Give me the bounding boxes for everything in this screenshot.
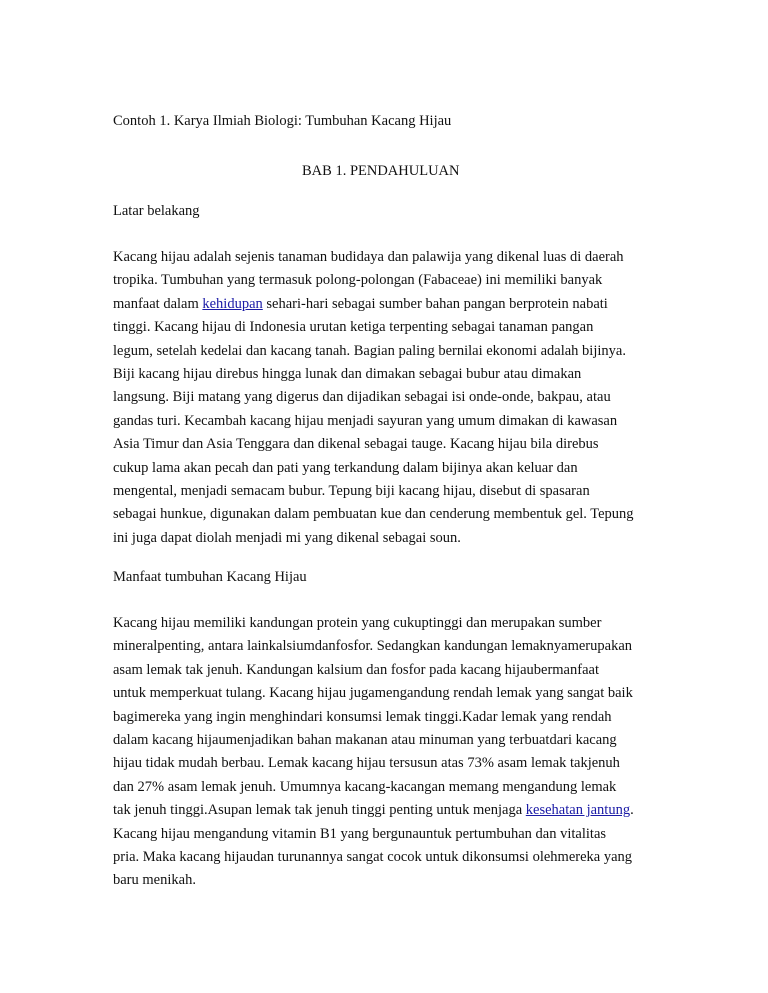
text-line: gandas turi. Kecambah kacang hijau menjadi sayuran yang umum dimakan di kawasan [113, 412, 618, 429]
text-line: pria. Maka kacang hijaudan turunannya sangat cocok untuk dikonsumsi olehmereka yang [113, 848, 633, 865]
text-line [113, 799, 658, 822]
text-line: tinggi. Kacang hijau di Indonesia urutan ketiga terpenting sebagai tanaman pangan [113, 319, 594, 336]
inline-link[interactable]: kesehatan jantung [525, 802, 631, 819]
text-line: Kacang hijau memiliki kandungan protein yang cukuptinggi dan merupakan sumber [113, 615, 602, 631]
text-segment: . [630, 802, 634, 819]
text-line: tropika. Tumbuhan yang termasuk polong-polongan (Fabaceae) ini memiliki banyak [113, 272, 603, 289]
text-line: dalam kacang hijaumenjadikan bahan makanan atau minuman yang terbuatdari kacang [113, 731, 617, 748]
text-line: cukup lama akan pecah dan pati yang terkandung dalam bijinya akan keluar dan [113, 459, 578, 476]
text-line: ini juga dapat diolah menjadi mi yang dikenal sebagai soun. [113, 529, 461, 546]
paragraph-latar-belakang [113, 246, 658, 550]
text-line [113, 293, 658, 316]
text-segment: manfaat dalam [113, 295, 203, 312]
text-line: asam lemak tak jenuh. Kandungan kalsium dan fosfor pada kacang hijaubermanfaat [113, 661, 599, 678]
text-line: Kacang hijau adalah sejenis tanaman budidaya dan palawija yang dikenal luas di daerah [113, 249, 624, 265]
text-line: legum, setelah kedelai dan kacang tanah. Bagian paling bernilai ekonomi adalah bijinya. [113, 342, 626, 359]
text-line: hijau tidak mudah berbau. Lemak kacang hijau tersusun atas 73% asam lemak takjenuh [113, 755, 620, 772]
text-line: Biji kacang hijau direbus hingga lunak dan dimakan sebagai bubur atau dimakan [113, 365, 582, 382]
inline-link[interactable]: kehidupan [202, 295, 263, 312]
text-line: mineralpenting, antara lainkalsiumdanfosfor. Sedangkan kandungan lemaknyamerupakan [113, 638, 633, 655]
section-heading-manfaat: Manfaat tumbuhan Kacang Hijau [113, 569, 307, 585]
text-line: Asia Timur dan Asia Tenggara dan dikenal sebagai tauge. Kacang hijau bila direbus [113, 436, 599, 453]
text-segment: tak jenuh tinggi.Asupan lemak tak jenuh tinggi penting untuk menjaga [113, 802, 526, 819]
text-line: baru menikah. [113, 872, 196, 889]
text-line: sebagai hunkue, digunakan dalam pembuatan kue dan cenderung membentuk gel. Tepung [113, 506, 634, 523]
text-line: bagimereka yang ingin menghindari konsumsi lemak tinggi.Kadar lemak yang rendah [113, 708, 612, 725]
document-title: Contoh 1. Karya Ilmiah Biologi: Tumbuhan Kacang Hijau [113, 113, 452, 129]
text-line: dan 27% asam lemak jenuh. Umumnya kacang-kacangan memang mengandung lemak [113, 778, 617, 795]
document-page [113, 110, 658, 889]
text-segment: sehari-hari sebagai sumber bahan pangan berprotein nabati [262, 295, 608, 312]
chapter-heading: BAB 1. PENDAHULUAN [302, 163, 460, 179]
section-heading-latar-belakang: Latar belakang [113, 203, 200, 219]
text-line: mengental, menjadi semacam bubur. Tepung biji kacang hijau, disebut di spasaran [113, 482, 590, 499]
paragraph-manfaat [113, 612, 658, 893]
text-line: langsung. Biji matang yang digerus dan dijadikan sebagai isi onde-onde, bakpau, atau [113, 389, 611, 406]
text-line: Kacang hijau mengandung vitamin B1 yang bergunauntuk pertumbuhan dan vitalitas [113, 825, 607, 842]
text-line: untuk memperkuat tulang. Kacang hijau jugamengandung rendah lemak yang sangat baik [113, 685, 633, 702]
